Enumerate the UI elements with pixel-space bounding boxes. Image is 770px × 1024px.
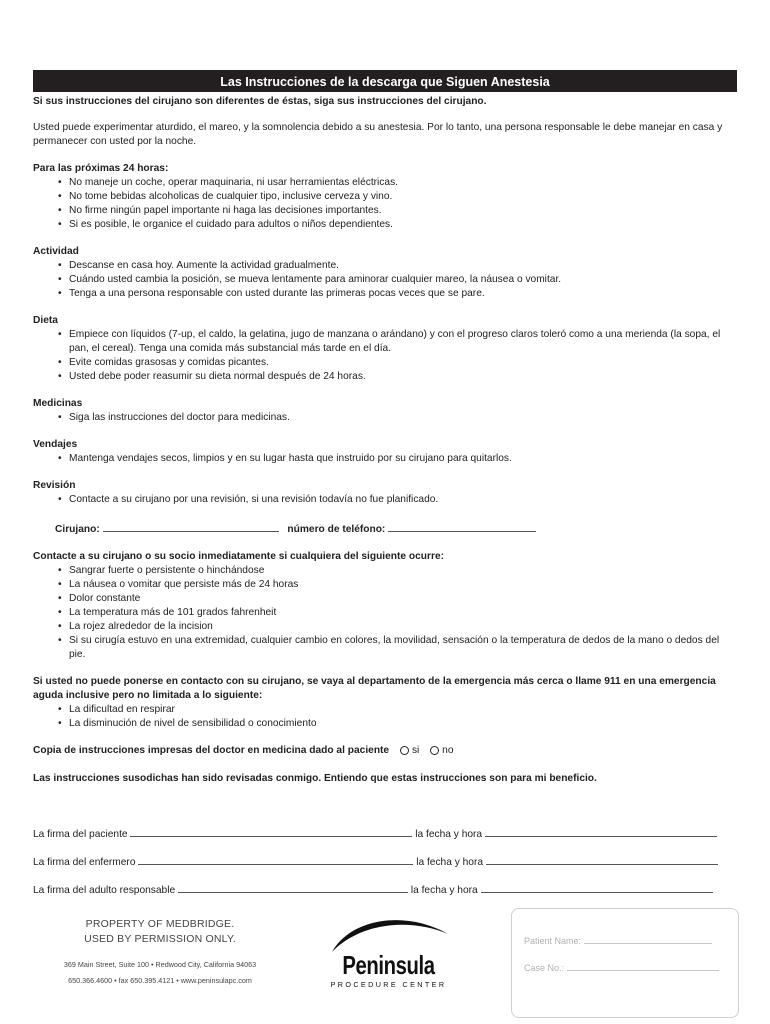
- address-line: 369 Main Street, Suite 100 • Redwood City, California 94063: [63, 960, 257, 969]
- footer-credits: [40, 917, 280, 989]
- section-heading: Vendajes: [33, 439, 78, 450]
- reviewed-statement: Las instrucciones susodichas han sido revisadas conmigo. Entiendo que estas instrucciones son para mi beneficio.: [33, 773, 597, 784]
- surgeon-label: Cirujano:: [55, 524, 100, 535]
- signature-label: La firma del enfermero: [33, 857, 136, 868]
- case-no-row: [524, 960, 719, 973]
- section-next24: [33, 162, 737, 232]
- section-heading: Contacte a su cirujano o su socio inmediatamente si cualquiera del siguiente ocurre:: [33, 551, 445, 562]
- copy-row: [33, 744, 737, 758]
- patient-date-field[interactable]: [485, 826, 717, 837]
- adult-date-field[interactable]: [481, 882, 713, 893]
- surgeon-field[interactable]: [103, 521, 279, 532]
- adult-signature-field[interactable]: [178, 882, 408, 893]
- phone-label: número de teléfono:: [287, 524, 386, 535]
- patient-info-box: [511, 908, 739, 1018]
- section-contact: [33, 550, 737, 662]
- logo-subtitle: PROCEDURE CENTER: [330, 980, 447, 989]
- section-heading: Revisión: [33, 480, 76, 491]
- list-item: • La disminución de nivel de sensibilidad o conocimiento: [69, 717, 737, 731]
- patient-name-row: [524, 933, 712, 946]
- signature-row-nurse: [33, 854, 737, 868]
- radio-si-label: si: [411, 745, 420, 756]
- intro-warning: Si sus instrucciones del cirujano son diferentes de éstas, siga sus instrucciones del cirujano.: [33, 96, 487, 107]
- list-item: • Si su cirugía estuvo en una extremidad, cualquier cambio en colores, la movilidad, sensación o la temperatura de dedos de la mano o dedos del pie.: [69, 634, 737, 662]
- list-item: • Sangrar fuerte o persistente o hinchándose: [69, 564, 737, 578]
- document-body: [33, 70, 737, 786]
- patient-name-field[interactable]: [584, 933, 712, 944]
- section-emergency: [33, 675, 737, 731]
- section-heading: Dieta: [33, 315, 58, 326]
- list-item: • La rojez alrededor de la incision: [69, 620, 737, 634]
- section-activity: [33, 245, 737, 301]
- list-item: • Si es posible, le organice el cuidado para adultos o niños dependientes.: [69, 218, 737, 232]
- date-label: la fecha y hora: [416, 857, 484, 868]
- signature-row-adult: [33, 882, 737, 896]
- list-item: • Evite comidas grasosas y comidas picantes.: [69, 356, 737, 370]
- section-review: [33, 479, 737, 507]
- intro-text: Usted puede experimentar aturdido, el mareo, y la somnolencia debido a su anestesia. Por lo tanto, una persona responsable le debe manejar en casa y permanecer con usted por la noche.: [33, 122, 723, 147]
- case-no-label: Case No.:: [524, 963, 565, 973]
- logo-name: Peninsula: [342, 950, 435, 980]
- patient-signature-field[interactable]: [130, 826, 412, 837]
- section-diet: [33, 314, 737, 384]
- section-bandages: [33, 438, 737, 466]
- nurse-date-field[interactable]: [486, 854, 718, 865]
- date-label: la fecha y hora: [415, 829, 483, 840]
- radio-no-label: no: [442, 745, 454, 756]
- surgeon-row: [33, 521, 737, 537]
- permission-line: USED BY PERMISSION ONLY.: [84, 933, 236, 945]
- list-item: • Contacte a su cirujano por una revisión, si una revisión todavía no fue planificado.: [69, 493, 737, 507]
- signature-label: La firma del paciente: [33, 829, 128, 840]
- list-item: • Usted debe poder reasumir su dieta normal después de 24 horas.: [69, 370, 737, 384]
- radio-no[interactable]: [430, 746, 439, 755]
- list-item: • Mantenga vendajes secos, limpios y en su lugar hasta que instruido por su cirujano para quitarlos.: [69, 452, 737, 466]
- section-heading: Para las próximas 24 horas:: [33, 163, 169, 174]
- list-item: • Dolor constante: [69, 592, 737, 606]
- list-item: • No tome bebidas alcoholicas de cualquier tipo, inclusive cerveza y vino.: [69, 190, 737, 204]
- list-item: • La náusea o vomitar que persiste más de 24 horas: [69, 578, 737, 592]
- copy-label: Copia de instrucciones impresas del doctor en medicina dado al paciente: [33, 745, 390, 756]
- list-item: • Tenga a una persona responsable con usted durante las primeras pocas veces que se pare.: [69, 287, 737, 301]
- property-line: PROPERTY OF MEDBRIDGE.: [85, 918, 235, 930]
- section-heading: Medicinas: [33, 398, 83, 409]
- list-item: • Siga las instrucciones del doctor para medicinas.: [69, 411, 737, 425]
- section-heading: Actividad: [33, 246, 79, 257]
- peninsula-logo: [326, 912, 451, 992]
- list-item: • No firme ningún papel importante ni haga las decisiones importantes.: [69, 204, 737, 218]
- nurse-signature-field[interactable]: [138, 854, 413, 865]
- list-item: • Descanse en casa hoy. Aumente la actividad gradualmente.: [69, 259, 737, 273]
- signature-label: La firma del adulto responsable: [33, 885, 176, 896]
- date-label: la fecha y hora: [410, 885, 478, 896]
- list-item: • Cuándo usted cambia la posición, se mueva lentamente para aminorar cualquier mareo, la náusea o vomitar.: [69, 273, 737, 287]
- patient-name-label: Patient Name:: [524, 936, 582, 946]
- radio-si[interactable]: [400, 746, 409, 755]
- list-item: • La dificultad en respirar: [69, 703, 737, 717]
- phone-line: 650.366.4600 • fax 650.395.4121 • www.peninsulapc.com: [68, 976, 252, 985]
- list-item: • La temperatura más de 101 grados fahrenheit: [69, 606, 737, 620]
- case-no-field[interactable]: [567, 960, 719, 971]
- signature-row-patient: [33, 826, 737, 840]
- phone-field[interactable]: [388, 521, 536, 532]
- list-item: • Empiece con líquidos (7-up, el caldo, la gelatina, jugo de manzana o arándano) y con el progreso claros toleró como a una merienda (la sopa, el pan, el cereal). Tenga una comida más substancial más tarde en el día.: [69, 328, 737, 356]
- section-meds: [33, 397, 737, 425]
- section-heading: Si usted no puede ponerse en contacto con su cirujano, se vaya al departamento de la emergencia más cerca o llame 911 en una emergencia aguda inclusive pero no limitada a lo siguiente:: [33, 676, 716, 701]
- list-item: • No maneje un coche, operar maquinaria, ni usar herramientas eléctricas.: [69, 176, 737, 190]
- page-title: Las Instrucciones de la descarga que Siguen Anestesia: [33, 70, 737, 92]
